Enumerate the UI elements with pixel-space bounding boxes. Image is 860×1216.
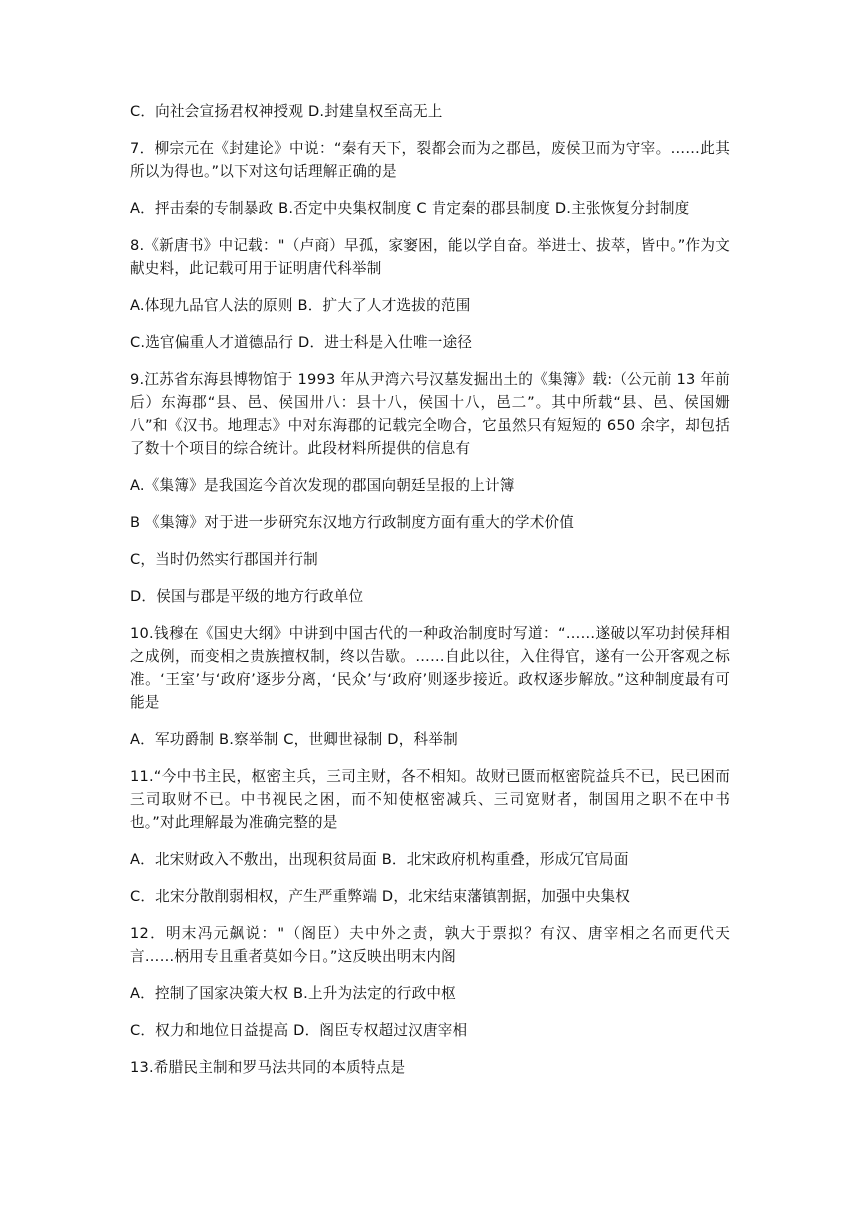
option-b-q9: B 《集簿》对于进一步研究东汉地方行政制度方面有重大的学术价值 — [130, 514, 575, 531]
options-q7: A．抨击秦的专制暴政 B.否定中央集权制度 C 肯定秦的郡县制度 D.主张恢复分封制度 — [130, 200, 690, 217]
question-11: 11.“今中书主民，枢密主兵，三司主财，各不相知。故财已匮而枢密院益兵不已，民已困而三司取财不已。中书视民之困，而不知使枢密减兵、三司宽财者，制国用之职不在中书也。”对此理解最为准确完整的是 — [130, 768, 730, 831]
question-7: 7．柳宗元在《封建论》中说：“秦有天下，裂都会而为之郡邑，废侯卫而为守宰。……此其所以为得也。”以下对这句话理解正确的是 — [130, 140, 730, 180]
options-cd-q8: C.选官偏重人才道德品行 D．进士科是入仕唯一途径 — [130, 334, 473, 351]
options-cd-q11: C．北宋分散削弱相权，产生严重弊端 D，北宋结束藩镇割据，加强中央集权 — [130, 888, 631, 905]
question-10: 10.钱穆在《国史大纲》中讲到中国古代的一种政治制度时写道：“……遂破以军功封侯拜相之成例，而变相之贵族擅权制，终以告歇。……自此以往，入住得官，遂有一公开客观之标准。‘王室’与‘政府’逐步分离，‘民众’与‘政府’则逐步接近。政权逐步解放。”这种制度最有可能是 — [130, 625, 730, 711]
document-body — [130, 100, 730, 1079]
question-13: 13.希腊民主制和罗马法共同的本质特点是 — [130, 1059, 406, 1076]
options-ab-q11: A．北宋财政入不敷出，出现积贫局面 B．北宋政府机构重叠，形成冗官局面 — [130, 851, 629, 868]
options-ab-q12: A．控制了国家决策大权 B.上升为法定的行政中枢 — [130, 985, 456, 1002]
options-q10: A．军功爵制 B.察举制 C，世卿世禄制 D，科举制 — [130, 731, 458, 748]
option-c-q9: C，当时仍然实行郡国并行制 — [130, 551, 318, 568]
option-line-cd-q6: C．向社会宣扬君权神授观 D.封建皇权至高无上 — [130, 103, 443, 120]
question-9: 9.江苏省东海县博物馆于 1993 年从尹湾六号汉墓发掘出土的《集簿》载:（公元前 13 年前后）东海郡“县、邑、侯国卅八：县十八，侯国十八，邑二”。其中所载“县、邑、侯国姗八”和《汉书。地理志》中对东海郡的记载完全吻合，它虽然只有短短的 650 余字，却包括了数十个项目的综合统计。此段材料所提供的信息有 — [130, 371, 730, 457]
options-cd-q12: C．权力和地位日益提高 D．阁臣专权超过汉唐宰相 — [130, 1022, 468, 1039]
option-d-q9: D．侯国与郡是平级的地方行政单位 — [130, 588, 364, 605]
question-8: 8.《新唐书》中记载："（卢商）早孤，家窭困，能以学自奋。举进士、拔萃，皆中。”作为文献史料，此记载可用于证明唐代科举制 — [130, 237, 730, 277]
options-ab-q8: A.体现九品官人法的原则 B．扩大了人才选拔的范围 — [130, 297, 471, 314]
question-12: 12．明末冯元飙说："（阁臣）夫中外之责，孰大于票拟？有汉、唐宰相之名而更代天言……柄用专且重者莫如今日。”这反映出明末内阁 — [130, 925, 730, 965]
option-a-q9: A.《集簿》是我国迄今首次发现的郡国向朝廷呈报的上计簿 — [130, 477, 515, 494]
